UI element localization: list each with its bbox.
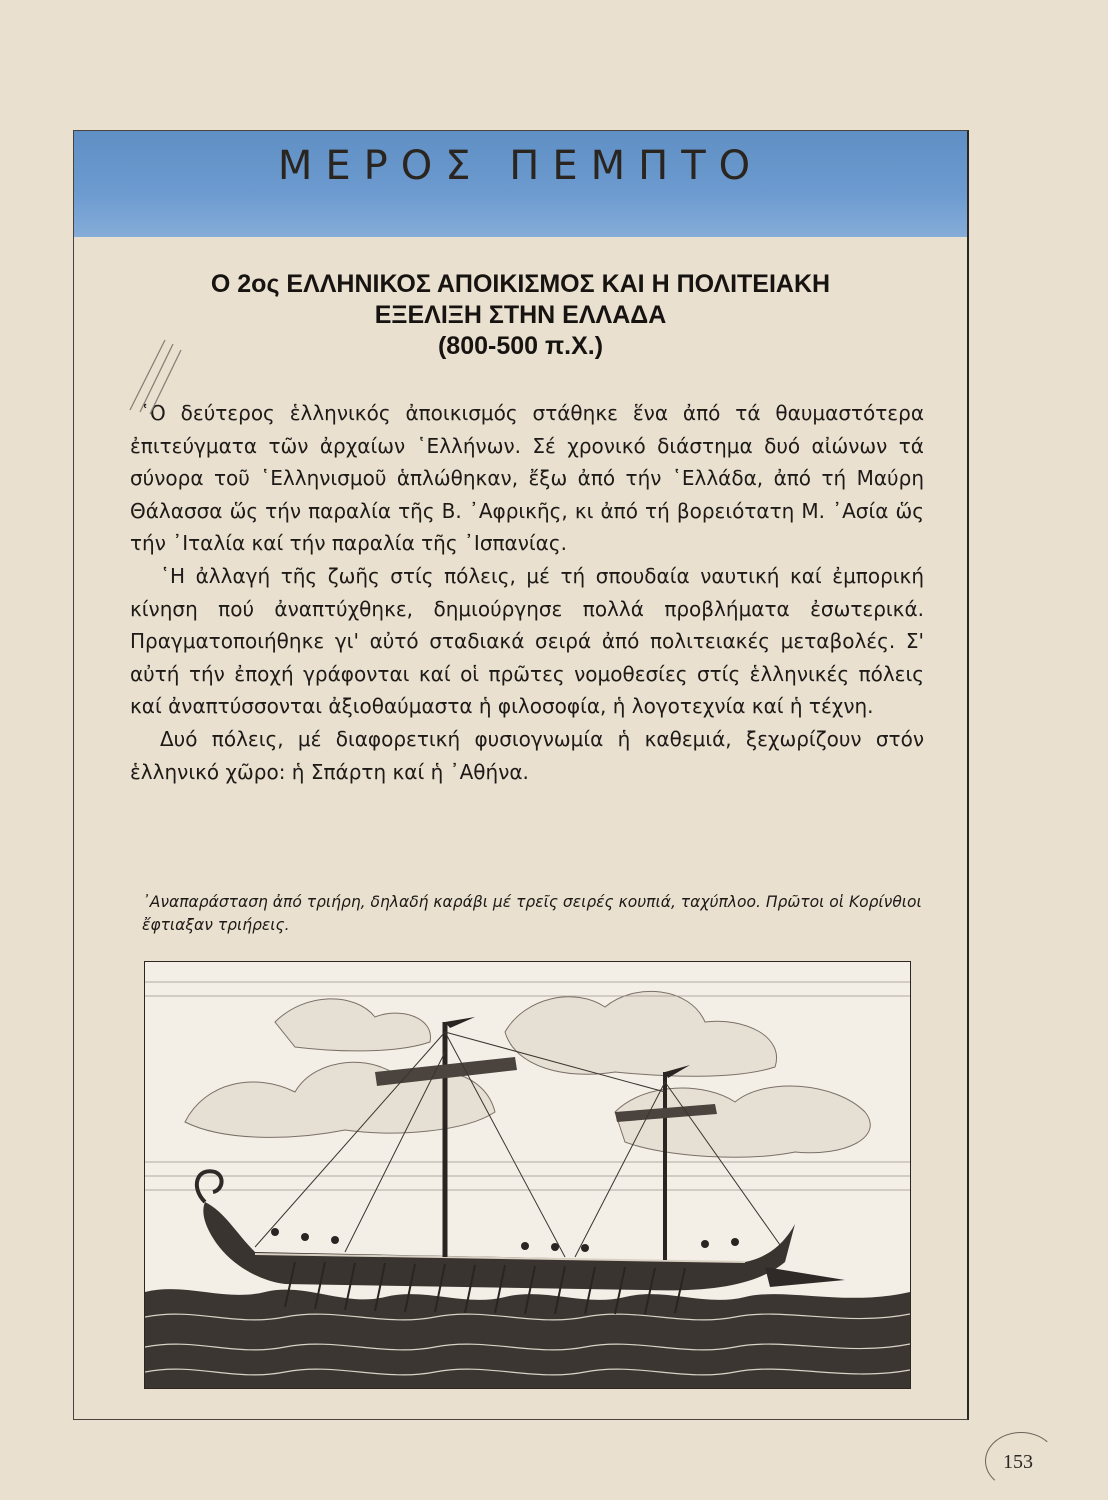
- trireme-drawing: [145, 962, 910, 1388]
- heading-line-2: ΕΞΕΛΙΞΗ ΣΤΗΝ ΕΛΛΑΔΑ: [374, 301, 667, 329]
- chapter-heading: [74, 269, 967, 362]
- heading-dates: (800-500 π.Χ.): [437, 332, 604, 360]
- page-frame: [73, 130, 969, 1420]
- pencil-mark: [125, 330, 205, 420]
- page-number: 153: [1003, 1451, 1033, 1473]
- part-title: ΜΕΡΟΣ ΠΕΜΠΤΟ: [277, 143, 764, 189]
- body-text: [130, 397, 924, 788]
- part-header-band: [74, 131, 967, 237]
- trireme-illustration: [144, 961, 911, 1389]
- figure-caption: ᾿Αναπαράσταση ἀπό τριήρη, δηλαδή καράβι μέ τρεῖς σειρές κουπιά, ταχύπλοο. Πρῶτοι οἱ Κορίνθιοι ἔφτιαξαν τριήρεις.: [142, 893, 922, 934]
- paragraph-3: Δυό πόλεις, μέ διαφορετική φυσιογνωμία ἡ καθεμιά, ξεχωρίζουν στόν ἑλληνικό χῶρο: ἡ Σπάρτη καί ἡ ᾿Αθήνα.: [130, 726, 924, 784]
- paragraph-1: ῾Ο δεύτερος ἑλληνικός ἀποικισμός στάθηκε ἕνα ἀπό τά θαυμαστότερα ἐπιτεύγματα τῶν ἀρχαίων ῾Ελλήνων. Σέ χρονικό διάστημα δυό αἰώνων τά σύνορα τοῦ ῾Ελληνισμοῦ ἁπλώθηκαν, ἔξω ἀπό τήν ῾Ελλάδα, ἀπό τή Μαύρη Θάλασσα ὥς τήν παραλία τῆς Β. ᾿Αφρικῆς, κι ἀπό τή βορειότατη Μ. ᾿Ασία ὥς τήν ᾿Ιταλία καί τήν παραλία τῆς ᾿Ισπανίας.: [130, 401, 924, 556]
- heading-line-1: Ο 2ος ΕΛΛΗΝΙΚΟΣ ΑΠΟΙΚΙΣΜΟΣ ΚΑΙ Η ΠΟΛΙΤΕΙΑΚΗ: [210, 270, 831, 298]
- paragraph-2: ῾Η ἀλλαγή τῆς ζωῆς στίς πόλεις, μέ τή σπουδαία ναυτική καί ἐμπορική κίνηση πού ἀναπτύχθηκε, δημιούργησε πολλά προβλήματα ἐσωτερικά. Πραγματοποιήθηκε γι' αὐτό σταδιακά σειρά ἀπό πολιτειακές μεταβολές. Σ' αὐτή τήν ἐποχή γράφονται καί οἱ πρῶτες νομοθεσίες στίς ἑλληνικές πόλεις καί ἀναπτύσσονται ἀξιοθαύμαστα ἡ φιλοσοφία, ἡ λογοτεχνία καί ἡ τέχνη.: [130, 563, 924, 719]
